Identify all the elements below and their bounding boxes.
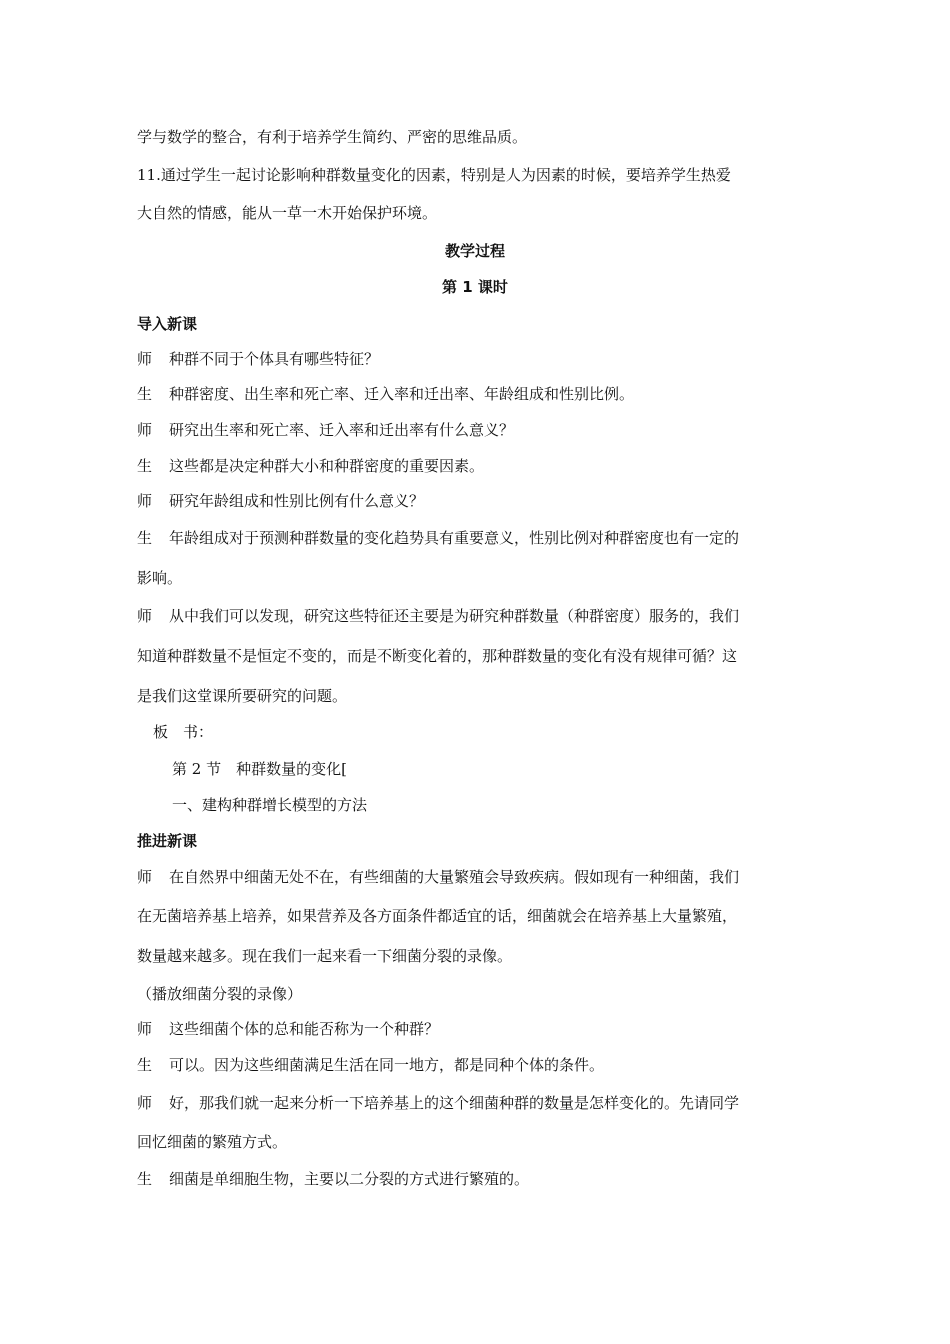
dialog-line-continued: 数量越来越多。现在我们一起来看一下细菌分裂的录像。 (137, 947, 513, 965)
dialog-line-continued: 影响。 (137, 569, 183, 587)
dialog-line-continued: 在无菌培养基上培养，如果营养及各方面条件都适宜的话，细菌就会在培养基上大量繁殖， (137, 907, 738, 925)
dialog-line (137, 1055, 817, 1075)
utterance: 年龄组成对于预测种群数量的变化趋势具有重要意义，性别比例对种群密度也有一定的 (169, 529, 740, 547)
speaker-student: 生 (137, 1056, 153, 1074)
dialog-line (137, 349, 817, 369)
dialog-line-continued: 知道种群数量不是恒定不变的，而是不断变化着的，那种群数量的变化有没有规律可循？这 (137, 647, 738, 665)
dialog-line (137, 456, 817, 476)
utterance: 从中我们可以发现，研究这些特征还主要是为研究种群数量（种群密度）服务的，我们 (169, 607, 740, 625)
dialog-line (137, 867, 817, 887)
utterance: 研究年龄组成和性别比例有什么意义？ (169, 492, 425, 510)
utterance: 研究出生率和死亡率、迁入率和迁出率有什么意义？ (169, 421, 515, 439)
utterance: 这些都是决定种群大小和种群密度的重要因素。 (169, 457, 485, 475)
speaker-student: 生 (137, 529, 153, 547)
utterance: 好，那我们就一起来分析一下培养基上的这个细菌种群的数量是怎样变化的。先请同学 (169, 1094, 740, 1112)
stage-direction: （播放细菌分裂的录像） (137, 985, 303, 1003)
objective-11-line-2: 大自然的情感，能从一草一木开始保护环境。 (137, 204, 438, 222)
dialog-line (137, 491, 817, 511)
speaker-teacher: 师 (137, 1020, 153, 1038)
board-line-method: 一、建构种群增长模型的方法 (172, 796, 368, 814)
speaker-teacher: 师 (137, 350, 153, 368)
utterance: 在自然界中细菌无处不在，有些细菌的大量繁殖会导致疾病。假如现有一种细菌，我们 (169, 868, 740, 886)
speaker-teacher: 师 (137, 607, 153, 625)
board-label: 板 书： (153, 723, 214, 741)
speaker-student: 生 (137, 457, 153, 475)
dialog-line (137, 528, 817, 548)
dialog-line-continued: 是我们这堂课所要研究的问题。 (137, 687, 348, 705)
speaker-teacher: 师 (137, 1094, 153, 1112)
utterance: 种群密度、出生率和死亡率、迁入率和迁出率、年龄组成和性别比例。 (169, 385, 635, 403)
speaker-teacher: 师 (137, 868, 153, 886)
utterance: 可以。因为这些细菌满足生活在同一地方，都是同种个体的条件。 (169, 1056, 605, 1074)
utterance: 细菌是单细胞生物，主要以二分裂的方式进行繁殖的。 (169, 1170, 530, 1188)
speaker-student: 生 (137, 385, 153, 403)
section-title: 教学过程 (444, 242, 505, 260)
dialog-line (137, 420, 817, 440)
advance-heading: 推进新课 (137, 832, 198, 850)
dialog-line (137, 1019, 817, 1039)
dialog-line (137, 606, 817, 626)
objective-11-line-1: 11.通过学生一起讨论影响种群数量变化的因素，特别是人为因素的时候，要培养学生热爱 (137, 166, 731, 184)
board-line-section: 第 2 节 种群数量的变化[ (172, 760, 347, 778)
intro-heading: 导入新课 (137, 315, 198, 333)
speaker-teacher: 师 (137, 492, 153, 510)
speaker-student: 生 (137, 1170, 153, 1188)
dialog-line-continued: 回忆细菌的繁殖方式。 (137, 1133, 288, 1151)
lesson-title: 第 1 课时 (442, 278, 508, 296)
utterance: 这些细菌个体的总和能否称为一个种群？ (169, 1020, 440, 1038)
dialog-line (137, 384, 817, 404)
paragraph-continuation: 学与数学的整合，有利于培养学生简约、严密的思维品质。 (137, 128, 528, 146)
speaker-teacher: 师 (137, 421, 153, 439)
dialog-line (137, 1169, 817, 1189)
utterance: 种群不同于个体具有哪些特征？ (169, 350, 380, 368)
dialog-line (137, 1093, 817, 1113)
